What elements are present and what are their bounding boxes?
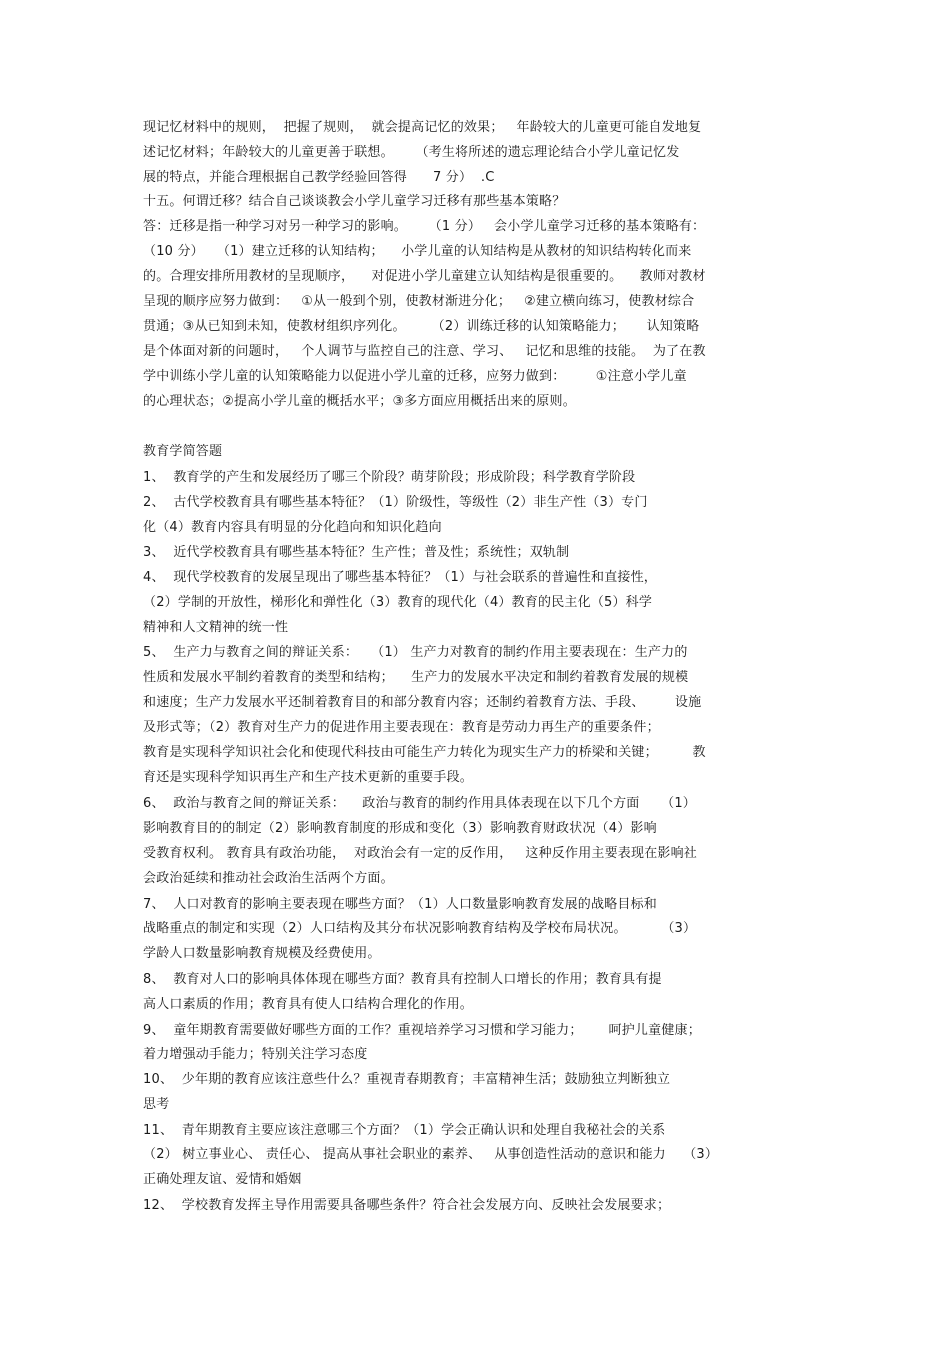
text-line: 学龄人口数量影响教育规模及经费使用。 — [143, 946, 381, 961]
text-line: 12、 学校教育发挥主导作用需要具备哪些条件？符合社会发展方向、反映社会发展要求； — [143, 1198, 671, 1213]
section-heading: 教育学简答题 — [143, 444, 223, 459]
text-line: 高人口素质的作用；教育具有使人口结构合理化的作用。 — [143, 997, 474, 1012]
text-line: 3、 近代学校教育具有哪些基本特征？生产性；普及性；系统性；双轨制 — [143, 545, 570, 560]
text-line: 10、 少年期的教育应该注意些什么？重视青春期教育；丰富精神生活；鼓励独立判断独立 — [143, 1072, 671, 1087]
text-line: 答：迁移是指一种学习对另一种学习的影响。 （1 分） 会小学儿童学习迁移的基本策略有： — [143, 219, 706, 234]
text-line: 5、 生产力与教育之间的辩证关系： （1） 生产力对教育的制约作用主要表现在：生产力的 — [143, 645, 688, 660]
text-line: （10 分） （1）建立迁移的认知结构； 小学儿童的认知结构是从教材的知识结构转化而来 — [143, 244, 692, 259]
text-line: 11、 青年期教育主要应该注意哪三个方面？（1）学会正确认识和处理自我秘社会的关系 — [143, 1123, 666, 1138]
text-line: 影响教育目的的制定（2）影响教育制度的形成和变化（3）影响教育财政状况（4）影响 — [143, 821, 657, 836]
text-line: 着力增强动手能力；特别关注学习态度 — [143, 1047, 368, 1062]
text-line: 9、 童年期教育需要做好哪些方面的工作？重视培养学习习惯和学习能力； 呵护儿童健康； — [143, 1023, 701, 1038]
text-line: 呈现的顺序应努力做到： ①从一般到个别，使教材渐进分化； ②建立横向练习，使教材综合 — [143, 294, 695, 309]
text-line: 是个体面对新的问题时， 个人调节与监控自己的注意、学习、 记忆和思维的技能。 为了在教 — [143, 344, 706, 359]
text-line: 战略重点的制定和实现（2）人口结构及其分布状况影响教育结构及学校布局状况。 （3） — [143, 921, 697, 936]
text-line: 1、 教育学的产生和发展经历了哪三个阶段？萌芽阶段；形成阶段；科学教育学阶段 — [143, 470, 636, 485]
text-line: 和速度；生产力发展水平还制着教育目的和部分教育内容；还制约着教育方法、手段、 设施 — [143, 695, 702, 710]
text-line: 性质和发展水平制约着教育的类型和结构； 生产力的发展水平决定和制约着教育发展的规模 — [143, 670, 689, 685]
text-line: 展的特点，并能合理根据自己教学经验回答得 7 分） .C — [143, 170, 495, 185]
text-line: 育还是实现科学知识再生产和生产技术更新的重要手段。 — [143, 770, 474, 785]
text-line: 学中训练小学儿童的认知策略能力以促进小学儿童的迁移，应努力做到： ①注意小学儿童 — [143, 369, 687, 384]
text-line: 6、 政治与教育之间的辩证关系： 政治与教育的制约作用具体表现在以下几个方面 （1） — [143, 796, 696, 811]
text-line: 贯通；③从已知到未知，使教材组织序列化。 （2）训练迁移的认知策略能力； 认知策略 — [143, 319, 700, 334]
text-line: 现记忆材料中的规则， 把握了规则， 就会提高记忆的效果； 年龄较大的儿童更可能自发地复 — [143, 120, 702, 135]
text-line: 4、 现代学校教育的发展呈现出了哪些基本特征？（1）与社会联系的普遍性和直接性， — [143, 570, 658, 585]
text-line: （2）学制的开放性，梯形化和弹性化（3）教育的现代化（4）教育的民主化（5）科学 — [143, 595, 653, 610]
text-line: 会政治延续和推动社会政治生活两个方面。 — [143, 871, 394, 886]
text-line: 2、 古代学校教育具有哪些基本特征？（1）阶级性，等级性（2）非生产性（3）专门 — [143, 495, 648, 510]
text-line: 化（4）教育内容具有明显的分化趋向和知识化趋向 — [143, 520, 442, 535]
text-line: 7、 人口对教育的影响主要表现在哪些方面？（1）人口数量影响教育发展的战略目标和 — [143, 897, 658, 912]
text-line: 的。合理安排所用教材的呈现顺序， 对促进小学儿童建立认知结构是很重要的。 教师对教材 — [143, 269, 706, 284]
question-heading: 十五。何谓迁移？结合自己谈谈教会小学儿童学习迁移有那些基本策略？ — [143, 194, 566, 209]
text-line: 及形式等；（2）教育对生产力的促进作用主要表现在：教育是劳动力再生产的重要条件； — [143, 720, 660, 735]
text-line: 的心理状态；②提高小学儿童的概括水平；③多方面应用概括出来的原则。 — [143, 394, 576, 409]
text-line: 受教育权利。 教育具有政治功能， 对政治会有一定的反作用， 这种反作用主要表现在影响社 — [143, 846, 697, 861]
text-line: （2） 树立事业心、 责任心、 提高从事社会职业的素养、 从事创造性活动的意识和能力 （3） — [143, 1147, 719, 1162]
text-line: 教育是实现科学知识社会化和使现代科技由可能生产力转化为现实生产力的桥梁和关键； 教 — [143, 745, 706, 760]
text-line: 正确处理友谊、爱情和婚姻 — [143, 1172, 302, 1187]
text-line: 8、 教育对人口的影响具体体现在哪些方面？教育具有控制人口增长的作用；教育具有提 — [143, 972, 662, 987]
text-line: 精神和人文精神的统一性 — [143, 620, 289, 635]
text-line: 述记忆材料；年龄较大的儿童更善于联想。 （考生将所述的遗忘理论结合小学儿童记忆发 — [143, 145, 680, 160]
text-line: 思考 — [143, 1097, 170, 1112]
